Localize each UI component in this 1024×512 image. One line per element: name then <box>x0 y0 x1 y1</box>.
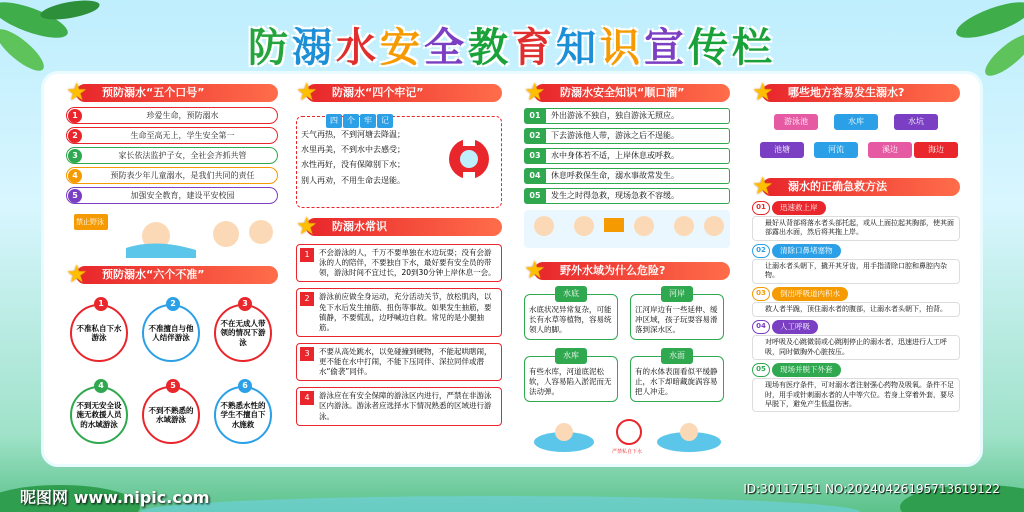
remember-tag <box>326 108 394 128</box>
section-header <box>296 78 502 106</box>
poster-title <box>0 16 1024 73</box>
title-char: 溺 <box>292 25 336 71</box>
title-char: 全 <box>424 25 468 71</box>
rescue-step-header <box>752 363 960 377</box>
slogan-item <box>66 167 278 184</box>
ditty-text: 外出游泳不独自，独自游泳无照应。 <box>546 108 730 124</box>
rescue-step-number: 04 <box>752 320 770 334</box>
danger-tag: 水库 <box>555 348 587 364</box>
star-icon: ★ <box>524 78 546 106</box>
danger-tag: 水面 <box>661 348 693 364</box>
slogan-text: 家长依法监护子女，全社会齐抓共管 <box>118 151 247 160</box>
no-swimming-sign: 禁止野泳 <box>76 218 104 226</box>
section-title: 野外水域为什么危险? <box>534 262 730 280</box>
slogan-item <box>66 107 278 124</box>
rescue-step-number: 05 <box>752 363 770 377</box>
slogan-text: 珍爱生命，预防溺水 <box>146 111 219 120</box>
rule-number: 4 <box>94 379 108 393</box>
section-header <box>524 78 730 106</box>
prohibit-sign: 严禁私自下水 <box>612 449 643 455</box>
section-title: 防溺水常识 <box>306 218 502 236</box>
title-char: 宣 <box>644 25 688 71</box>
danger-box <box>524 289 618 340</box>
rescue-step-text: 最好从背部将落水者头部托起，或从上面拉起其胸部，使其面部露出水面，然后将其拖上岸。 <box>752 216 960 241</box>
illustration-no-swimming <box>66 208 278 258</box>
slogan-number: 2 <box>68 129 82 143</box>
places-grid <box>752 108 960 170</box>
ditty-number: 05 <box>524 188 546 204</box>
star-icon: ★ <box>66 78 88 106</box>
slogan-number: 1 <box>68 109 82 123</box>
tip-box <box>296 244 502 282</box>
tag-char: 牢 <box>360 114 376 128</box>
remember-line: 天气再热，不到河塘去降温； <box>301 130 405 139</box>
danger-text: 有的水体表面看似平缓静止，水下却暗藏旋涡容易把人冲走。 <box>635 367 718 397</box>
rescue-step <box>752 201 960 241</box>
slogan-item <box>66 187 278 204</box>
rescue-steps <box>752 201 960 412</box>
rescue-step-label: 清除口鼻堵塞物 <box>772 244 841 258</box>
tag-char: 个 <box>343 114 359 128</box>
slogan-number: 3 <box>68 149 82 163</box>
star-icon: ★ <box>296 212 318 240</box>
rule-circle: 不在无成人带领的情况下游泳 <box>214 304 272 362</box>
rescue-step <box>752 287 960 317</box>
rule-number: 3 <box>238 297 252 311</box>
rescue-step-label: 人工呼吸 <box>772 320 818 334</box>
ditty-item <box>524 108 730 124</box>
rule-circle: 不准私自下水游泳 <box>70 304 128 362</box>
place-tag: 池塘 <box>760 142 804 158</box>
ditty-number: 04 <box>524 168 546 184</box>
rule-number: 2 <box>166 297 180 311</box>
column-ditty <box>524 78 730 458</box>
section-header <box>752 78 960 106</box>
place-tag: 水库 <box>834 114 878 130</box>
rescue-step <box>752 320 960 360</box>
danger-tag: 水底 <box>555 286 587 302</box>
star-icon: ★ <box>66 260 88 288</box>
rule-circle: 不熟悉水性的学生不擅自下水施救 <box>214 386 272 444</box>
title-char: 栏 <box>732 25 776 71</box>
ditty-text: 发生之时得急救，现场急救不容缓。 <box>546 188 730 204</box>
rule-number: 5 <box>166 379 180 393</box>
column-slogans <box>66 78 278 456</box>
star-icon: ★ <box>752 172 774 200</box>
danger-box <box>630 289 724 340</box>
rescue-step-text: 对呼吸及心跳微弱或心跳刚停止的溺水者，迅速进行人工呼吸，同时做胸外心脏按压。 <box>752 335 960 360</box>
title-char: 防 <box>248 25 292 71</box>
section-title: 防溺水“四个牢记” <box>306 84 502 102</box>
remember-line: 水性再好，没有保障别下水； <box>301 160 405 170</box>
slogan-item <box>66 147 278 164</box>
tips-list <box>296 244 502 426</box>
danger-box <box>630 351 724 402</box>
star-icon: ★ <box>524 256 546 284</box>
danger-tag: 河岸 <box>661 286 693 302</box>
tip-text: 游泳前应做全身运动，充分活动关节，放松肌肉，以免下水后发生抽筋、扭伤等事故。如果发生抽筋，要镇静，不要慌乱，边呼喊边自救。常见的是小腿抽筋。 <box>319 292 492 332</box>
remember-line: 水里再美，不到水中去感受； <box>301 145 405 155</box>
column-rescue <box>752 78 960 412</box>
ditty-list <box>524 108 730 204</box>
rescue-step-header <box>752 244 960 258</box>
tip-number: 2 <box>300 292 314 306</box>
place-tag: 海边 <box>914 142 958 158</box>
slogan-text: 加强安全教育，建设平安校园 <box>130 191 235 200</box>
danger-text: 有些水库，河道底泥松软，人容易陷入淤泥而无法动弹。 <box>529 367 612 397</box>
section-header <box>66 78 278 106</box>
rule-circle: 不到不熟悉的水域游泳 <box>142 386 200 444</box>
slogan-text: 预防表少年儿童溺水，是我们共同的责任 <box>110 171 255 180</box>
rescue-step-header <box>752 287 960 301</box>
remember-box <box>296 116 502 208</box>
danger-grid <box>524 289 730 414</box>
column-remember <box>296 78 502 426</box>
site-watermark: 昵图网 www.nipic.com <box>20 488 210 507</box>
danger-box <box>524 351 618 402</box>
remember-line: 别人再劝，不用生命去逞能。 <box>301 175 405 185</box>
rescue-step-text: 现场有医疗条件，可对溺水者注射强心药物及吸氧。条件不足时，用手或针刺溺水者的人中等穴位。若身上穿着外套，要尽早脱下，避免产生低温伤害。 <box>752 378 960 412</box>
image-id-watermark: ID:30117151 NO:20240426195713619122 <box>743 482 1000 496</box>
slogan-number: 4 <box>68 169 82 183</box>
title-char: 知 <box>556 25 600 71</box>
section-header <box>752 172 960 200</box>
section-title: 哪些地方容易发生溺水? <box>762 84 960 102</box>
title-char: 识 <box>600 25 644 71</box>
rescue-step-header <box>752 320 960 334</box>
ditty-number: 02 <box>524 128 546 144</box>
rescue-step-text: 救人者半跪，顶住溺水者的腹部，让溺水者头朝下，拍背。 <box>752 302 960 317</box>
ditty-text: 水中身体若不适，上岸休息或呼救。 <box>546 148 730 164</box>
tip-number: 1 <box>300 248 314 262</box>
slogan-text: 生命至高无上，学生安全第一 <box>130 131 235 140</box>
swim-ring-illustration <box>443 133 495 185</box>
rescue-step-number: 03 <box>752 287 770 301</box>
star-icon: ★ <box>752 78 774 106</box>
star-icon: ★ <box>296 78 318 106</box>
danger-text: 江河岸边有一些延伸、缓冲区域，孩子玩耍容易滑落到深水区。 <box>635 305 718 335</box>
rescue-step-label: 倒出呼吸道内积水 <box>772 287 848 301</box>
rule-number: 1 <box>94 297 108 311</box>
section-title: 防溺水安全知识“顺口溜” <box>534 84 730 102</box>
tip-number: 3 <box>300 347 314 361</box>
ditty-item <box>524 128 730 144</box>
title-char: 水 <box>336 25 380 71</box>
place-tag: 游泳池 <box>774 114 818 130</box>
ditty-item <box>524 148 730 164</box>
tip-box <box>296 288 502 337</box>
title-char: 育 <box>512 25 556 71</box>
rule-circle: 不到无安全设施无救援人员的水域游泳 <box>70 386 128 444</box>
rescue-step <box>752 244 960 284</box>
slogan-item <box>66 127 278 144</box>
tag-char: 四 <box>326 114 342 128</box>
place-tag: 溪边 <box>868 142 912 158</box>
section-header <box>66 260 278 288</box>
ditty-number: 01 <box>524 108 546 124</box>
title-char: 教 <box>468 25 512 71</box>
rescue-step-text: 让溺水者头朝下，撬开其牙齿，用手指清除口腔和鼻腔内杂物。 <box>752 259 960 284</box>
children-illustration <box>524 208 730 250</box>
remember-block <box>296 116 502 208</box>
tip-text: 不要从高处跳水，以免碰撞到硬物，不能起哄瞎闹，更不能在水中打闹，不能下压同伴、深拉同伴或潜水“偷袭”同伴。 <box>319 346 492 377</box>
bottom-illustration <box>524 414 730 458</box>
section-title: 溺水的正确急救方法 <box>762 178 960 196</box>
rescue-step-label: 现场并脱下外套 <box>772 363 841 377</box>
slogan-list <box>66 107 278 204</box>
rule-circle: 不准擅自与他人结伴游泳 <box>142 304 200 362</box>
rescue-step-header <box>752 201 960 215</box>
tip-number: 4 <box>300 391 314 405</box>
slogan-number: 5 <box>68 189 82 203</box>
section-header <box>524 256 730 284</box>
ditty-item <box>524 168 730 184</box>
rule-number: 6 <box>238 379 252 393</box>
danger-text: 水底状况异常复杂，可能长有水草等植物，容易统领人的脚。 <box>529 305 612 335</box>
ditty-number: 03 <box>524 148 546 164</box>
place-tag: 河流 <box>814 142 858 158</box>
title-char: 安 <box>380 25 424 71</box>
tag-char: 记 <box>377 114 393 128</box>
remember-list <box>301 127 431 188</box>
ditty-text: 休息呼救保生命，溺水事故常发生。 <box>546 168 730 184</box>
ditty-item <box>524 188 730 204</box>
rescue-step-number: 02 <box>752 244 770 258</box>
rescue-step-label: 迅速救上岸 <box>772 201 826 215</box>
section-title: 预防溺水“六个不准” <box>76 266 278 284</box>
ditty-text: 下去游泳他人带，游泳之后不逞能。 <box>546 128 730 144</box>
section-title: 预防溺水“五个口号” <box>76 84 278 102</box>
rescue-step-number: 01 <box>752 201 770 215</box>
place-tag: 水坑 <box>894 114 938 130</box>
tip-text: 不会游泳的人，千万不要单独在水边玩耍；没有会游泳的人的陪伴，不要独自下水，最好要有安全员的带领，游泳时间不宜过长，20到30分钟上岸休息一会。 <box>319 248 496 278</box>
tip-text: 游泳应在有安全保障的游泳区内进行，严禁在非游泳区内游泳。游泳者应选择水下情况熟悉的区域进行游泳。 <box>319 391 492 421</box>
section-header <box>296 212 502 240</box>
rules-circles <box>66 286 278 456</box>
rescue-step <box>752 363 960 412</box>
tip-box <box>296 343 502 381</box>
title-char: 传 <box>688 25 732 71</box>
tip-box <box>296 387 502 425</box>
